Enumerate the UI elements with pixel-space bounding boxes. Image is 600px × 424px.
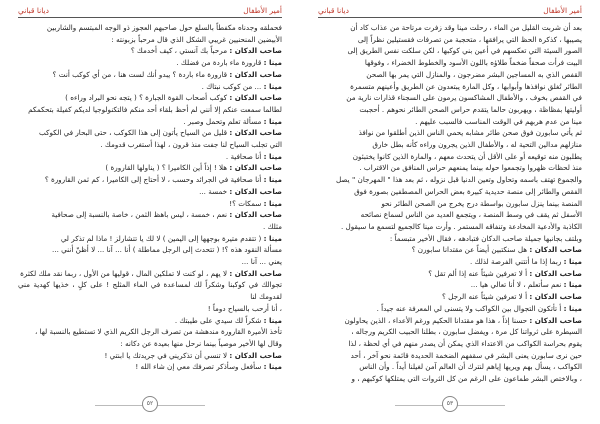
text-line [318, 350, 582, 362]
page-body-text [318, 22, 582, 396]
line-text: المنصة بينما ينزل سابورن بواسطة درج يخرج من الصحن الطائر نحو [381, 198, 582, 208]
text-line [318, 326, 582, 338]
text-line [318, 303, 582, 315]
text-line [318, 244, 582, 256]
line-text: كوكب أصحاب القوة الجبارة ؟ ( يتجه نحو البراد وراءه ) [65, 93, 230, 103]
line-text: قليل من السياح يأتون إلى هذا الكوكب ، حتى البحار في الكوكب [38, 128, 230, 138]
line-text: أوليتها بفظاظة ، ويهربون حالما يتقدم حراس الصحن الطائر نحوهم . أحجبت [359, 104, 582, 114]
line-text: في القفص بخوف ، والأطفال المشاكسون يرمون على السجناء قذارات نارية من [346, 93, 582, 103]
line-text: أ تأتكون التجوال بين الكواكب ولا يتسنى لي المعرفة عنه جيداً . [376, 303, 564, 313]
line-text: قارورة ماء باردة من فضلك . [176, 58, 264, 68]
text-line [18, 350, 282, 362]
text-line [18, 139, 282, 151]
text-line [318, 373, 582, 385]
text-line [18, 69, 282, 81]
speaker-label: مينا : [263, 362, 282, 372]
line-text: الأسفل ثم يقف في وسط المنصة ، ويتجمع العديد من الناس لسماع نصائحه [360, 210, 582, 220]
line-text: السيطرة على ثرواتنا كل مرة ، ويفضل سابورن ، بطلنا الحبيب الكريم ورجاله ، [351, 327, 582, 337]
speaker-label: صاحب الدكان : [229, 350, 282, 360]
text-line [18, 338, 282, 350]
line-text: بعد أن شربت القليل من الماء ، رحلت مينا وقد زفرت مرتاحة من عذاب كاد أن [350, 23, 582, 32]
text-line [18, 127, 282, 139]
speaker-label: صاحب الدكان : [229, 69, 282, 79]
text-line [18, 116, 282, 128]
text-line [18, 268, 282, 280]
text-line [318, 221, 582, 233]
speaker-label: صاحب الدكان : [229, 186, 282, 196]
line-text: البيت فرأت صحفاً ضخماً طلاؤه باللون الأسود والخطوط الخضراء ، وفوقها [364, 58, 582, 68]
speaker-label: صاحب الدكان : [229, 46, 282, 56]
speaker-label: مينا : [263, 116, 282, 126]
line-text: الطائر تُغلق نوافذها وأبوابها ، وكل المارة يبتعدون عن الطريق وأعينهم متسمرة [350, 81, 582, 91]
text-line [318, 162, 582, 174]
text-line [318, 57, 582, 69]
line-text: نعم سأتعلم ، لا أنا تعالي هيا ... [470, 280, 564, 290]
speaker-label: صاحب الدكان : [529, 292, 582, 302]
speaker-label: مينا : [263, 233, 282, 243]
line-text: تأخذ الأميرة القارورة مندهشة من تصرف الرجل الكريم الذي لا تستطيع بالنسبة لها ، [34, 327, 282, 337]
page-number: ٥٣ [442, 396, 458, 412]
speaker-label: صاحب الدكان : [529, 268, 582, 278]
speaker-label: مينا : [263, 81, 282, 91]
text-line [318, 45, 582, 57]
text-line [318, 315, 582, 327]
line-text: ( تتقدم متيرة بوجهها إلى اليمين ) لا لك يا تتشارلز ! ماذا لم تذكر لي [60, 233, 264, 243]
text-line [318, 69, 582, 81]
line-text: منازلهم مدالين التحية له ، والأطفال الذين يجرون وراءه كأنه بطل خارق [372, 140, 582, 150]
text-line [18, 57, 282, 69]
text-line [318, 338, 582, 350]
line-text: التي تجلب السياح لنا جفت منذ قرون ، لهذا أستغرب قدومك . [100, 140, 282, 150]
text-line [318, 233, 582, 245]
speaker-label: مينا : [563, 280, 582, 290]
page-number: ٥٢ [142, 396, 158, 412]
line-text: الأبيضين المنحنيين غريبي الشكل الذي قال مرحباً بزبونته : [111, 34, 282, 44]
line-text: يصيبها ، كذكرة الحظ التي يرافقها ، متحجبة من تصرفات فقستيلين نظراً إلى [357, 34, 582, 44]
speaker-label: صاحب الدكان : [229, 210, 282, 220]
page-body-text [18, 22, 282, 396]
text-line [318, 151, 582, 163]
text-line [318, 104, 582, 116]
line-text: ثم يأتي سابورن فوق صحن طائر مشابه يحمي الناس الذين أطلقوا من نوافذ [358, 128, 582, 138]
book-author: ديانا قباني [318, 6, 349, 15]
line-text: لا تنسي أن تذكريني في جريدتك يا ابنتي ! [104, 350, 230, 360]
text-line [18, 174, 282, 186]
text-line [318, 198, 582, 210]
speaker-label: مينا : [563, 257, 582, 267]
line-text: هل سنكتبين أيضاً عن مقتدانا سابورن ؟ [411, 245, 530, 255]
header-rule [318, 17, 582, 18]
text-line [18, 186, 282, 198]
header-rule [18, 17, 282, 18]
line-text: لا يهم ، لو كنت لا تملكين المال ، قوليها من الأول ، ربما نقد ملك لكثرة [20, 268, 230, 278]
speaker-label: مينا : [263, 175, 282, 185]
text-line [318, 22, 582, 34]
line-text: هلا ! إذاً أين الكاميرا ؟ ( يناولها القارورة ) [105, 163, 230, 173]
line-text: الكاذبة والأدعية المخادعة وتنفاقه المستمر . وأرت مينا كالجميع لتسمع ما سيقول . [340, 221, 582, 231]
speaker-label: صاحب الدكان : [229, 93, 282, 103]
text-line [18, 233, 282, 245]
text-line [318, 116, 582, 128]
line-text: حين نرى سابورن يعنى البشر في سقفهم الضخمة الحديدة قائمة نحو آخر ، أحد [350, 350, 582, 360]
line-text: القفص الذي به المساجين البشر مضرجون ، والمنازل التي يمر بها الصحن [366, 69, 582, 79]
text-line [18, 244, 282, 256]
line-text: وقال لها الأخير موصياً بينما نرحل منها بعيدة عن دكانه : [120, 338, 282, 348]
line-text: لطالما سمعت عنكم إلا أنني لم أحظ بلقاء أحد منكم فالتكنولوجيا لديكم كفيلة بتحكمكم [28, 104, 282, 114]
text-line [18, 198, 282, 210]
text-line [18, 315, 282, 327]
line-text: مرحباً بك آنستي ، كيف أخدمك ؟ [130, 46, 230, 56]
text-line [18, 279, 282, 302]
speaker-label: صاحب الدكان : [529, 245, 582, 255]
line-text: مسألة النقود هذه ؟! ( تتحدث إلى الرجل مماطلة ) أنا ... آنا ... لا أظنّ أنني ... [52, 245, 282, 255]
right-page [312, 0, 588, 424]
text-line [318, 92, 582, 104]
line-text: مسألة تعلم وتحمل وصبر . [183, 116, 264, 126]
text-line [318, 268, 582, 280]
text-line [318, 291, 582, 303]
speaker-label: مينا : [263, 58, 282, 68]
line-text: يقوم بحراسة الكواكب من الاعتداء الذي يمكن أن يصدر منهم في أي لحظة ، لذا [348, 338, 582, 348]
left-page [12, 0, 288, 424]
line-text: يعني ... آنا ... [241, 257, 282, 267]
text-line [318, 209, 582, 221]
line-text: ، وبالاختص البشر طماعون على الرغم من كل الثروات التي يمتلكها كوكبهم ، و [351, 374, 582, 384]
text-line [18, 209, 282, 221]
line-text: أ لا تعرفين شيئاً عنه إذا ألم تقل ؟ [428, 268, 530, 278]
line-text: قارورة ماء باردة ؟ يبدو أنك لست هنا ، من أي كوكب أنت ؟ [52, 69, 230, 79]
book-title: أمير الأطفال [243, 6, 282, 15]
text-line [18, 361, 282, 373]
text-line [318, 34, 582, 46]
line-text: فحملقه وجدناه مكفطاً بالسلع حول صاحبهم العجوز ذو الوجه المبتسم والشاربين [46, 23, 282, 32]
text-line [18, 45, 282, 57]
speaker-label: مينا : [263, 198, 282, 208]
line-text: تجوالك في كوكبنا وشكراً لك لمساعدة في الماء المثلج ! على كلٍ ، خذيها كهدية مني لقدومك لنا [18, 280, 282, 302]
line-text: نعم ، خمسة ، ليس باهظ الثمن ، خاصة بالنسبة إلى صحافية [51, 210, 230, 220]
text-line [18, 162, 282, 174]
line-text: شكراً لك سيدي على طيبتك . [174, 315, 264, 325]
text-line [18, 221, 282, 233]
line-text: الفقص والطائر إلى منصة حديدية كبيرة بعض الحراس المصطفين بصورة فوق [354, 186, 582, 196]
line-text: ربما إذا ما أتتني الفرصة لذلك . [469, 257, 564, 267]
book-author: ديانا قباني [18, 6, 49, 15]
text-line [318, 174, 582, 186]
text-line [18, 34, 282, 46]
line-text: أنا صحافية في الجرائد وحسب ، لا أحتاج إلى الكاميرا ، كم ثمن القارورة ؟ [44, 175, 264, 185]
text-line [18, 22, 282, 34]
line-text: حسنا إذاً ، هذا هو مقتدانا الحكيم ورغم الأعداء ، الذين يحاولون [344, 315, 530, 325]
speaker-label: صاحب الدكان : [529, 315, 582, 325]
speaker-label: مينا : [263, 315, 282, 325]
line-text: أ لا تعرفين شيئاً عنه الرجل ؟ [442, 292, 530, 302]
text-line [18, 92, 282, 104]
speaker-label: مينا : [263, 151, 282, 161]
line-text: الصور السيئة التي تعكسهم في أعين بني كوكبها ، لكن سلكت نفس الطريق إلى [347, 46, 582, 56]
text-line [18, 256, 282, 268]
line-text: ... من كوكب نبتاك . [201, 81, 264, 91]
book-title: أمير الأطفال [543, 6, 582, 15]
line-text: مثلك . [262, 221, 282, 231]
line-text: ، أنا أرحب بالسياح دوماً ! [207, 303, 282, 313]
text-line [18, 326, 282, 338]
text-line [18, 104, 282, 116]
text-line [318, 186, 582, 198]
text-line [18, 303, 282, 315]
line-text: منذ لحظات ظهروا وتجمعوا حوله بينما يمنعهم حراس المنافق من الاقتراب . [359, 163, 582, 173]
speaker-label: صاحب الدكان : [229, 268, 282, 278]
speaker-label: مينا : [563, 303, 582, 313]
line-text: يطلبون منه توقيعه أو على الأقل أن يتحدث معهم ، والمارة الذين كانوا يختبئون [352, 151, 582, 161]
text-line [18, 81, 282, 93]
text-line [318, 279, 582, 291]
text-line [318, 81, 582, 93]
line-text: والجموع تهتف باسمه وتحاول وتعين الدنيا قبل نزوله ، ثم بعد هذا " المهرجان " يصل [335, 175, 582, 185]
line-text: الكواكب ، يسأل بهم ويريها إياهم لنترك أن العالم آمن لغيلنا أيداً . وأن الناس [359, 362, 582, 372]
text-line [18, 151, 282, 163]
text-line [318, 361, 582, 373]
speaker-label: صاحب الدكان : [229, 128, 282, 138]
speaker-label: صاحب الدكان : [229, 163, 282, 173]
line-text: سأفعل وسأذكر تصرفك معي إن شاء الله ! [135, 362, 264, 372]
line-text: وبلتف بجانبها جميلة صاحب الدكان فتبادهه ، فقال الأخير متبسماً : [389, 233, 582, 243]
text-line [318, 256, 582, 268]
line-text: سمكات ؟! [229, 198, 264, 208]
line-text: مينا من عدم هربهم في الوقت المناسب فالسبب عليهم . [415, 116, 582, 126]
line-text: أنا صحافية . [225, 151, 264, 161]
line-text: خمسة ... [199, 186, 230, 196]
text-line [318, 139, 582, 151]
text-line [318, 127, 582, 139]
